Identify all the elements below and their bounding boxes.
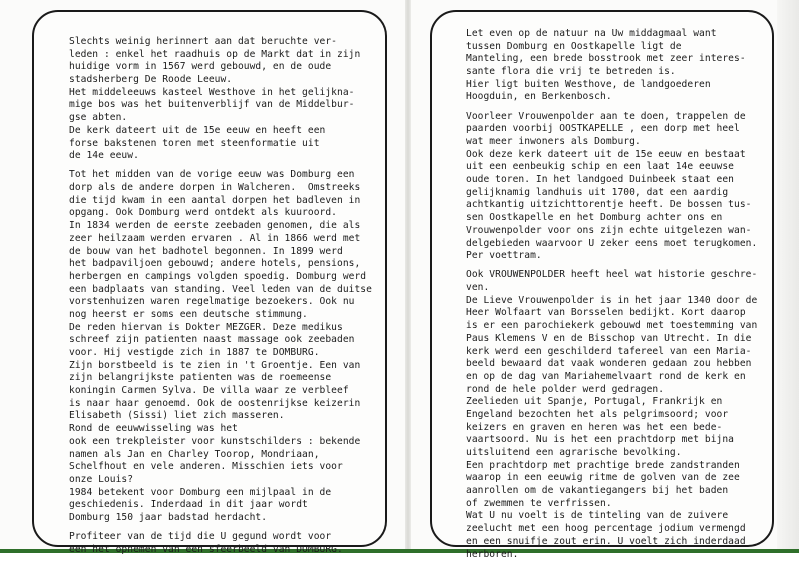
text-line: en een snuifje zout erin. U voelt zich inderdaad xyxy=(466,536,757,549)
text-line: aanrollen om de vakantiegangers bij het baden xyxy=(466,485,757,498)
text-line: herboren. xyxy=(466,549,757,561)
text-line: Ook VROUWENPOLDER heeft heel wat historie geschre- xyxy=(466,269,757,282)
text-line: is er een parochiekerk gebouwd met toestemming van xyxy=(466,320,757,333)
text-line: huidige vorm in 1567 werd gebouwd, en de oude xyxy=(69,61,372,74)
text-line: opgang. Ook Domburg werd ontdekt als kuuroord. xyxy=(69,207,372,220)
text-line: gse abten. xyxy=(69,112,372,125)
paragraph xyxy=(466,111,757,263)
text-line: Profiteer van de tijd die U gegund wordt voor xyxy=(69,531,372,544)
text-line: mige bos was het buitenverblijf van de Middelbur- xyxy=(69,99,372,112)
text-line: Vrouwenpolder voor ons zijn echte uitgelezen wan- xyxy=(466,225,757,238)
text-line: Voorleer Vrouwenpolder aan te doen, trappelen de xyxy=(466,111,757,124)
text-line: nog heerst er soms een deutsche stimmung. xyxy=(69,309,372,322)
paragraph xyxy=(466,28,757,104)
text-line: of zwemmen te verfrissen. xyxy=(466,498,757,511)
text-line: koningin Carmen Sylva. De villa waar ze verbleef xyxy=(69,385,372,398)
text-line: gelijknamig landhuis uit 1700, dat een aardig xyxy=(466,187,757,200)
text-line: Rond de eeuwwisseling was het xyxy=(69,423,372,436)
text-line: Let even op de natuur na Uw middagmaal want xyxy=(466,28,757,41)
text-line: en op de dag van Mariahemelvaart rond de kerk en xyxy=(466,371,757,384)
text-line: dorp als de andere dorpen in Walcheren. Omstreeks xyxy=(69,182,372,195)
text-line: Het middeleeuws kasteel Westhove in het gelijkna- xyxy=(69,87,372,100)
text-line: rond de hele polder werd gedragen. xyxy=(466,384,757,397)
text-line: een het opnemen van een sfeerbeeld van DOMBURG. xyxy=(69,544,372,557)
text-line: Engeland bezochten het als pelgrimsoord; voor xyxy=(466,409,757,422)
text-line: achtkantig uitzichttorentje heeft. De bossen tus- xyxy=(466,199,757,212)
text-line: voor. Hij vestigde zich in 1887 te DOMBURG. xyxy=(69,347,372,360)
text-line: Tot het midden van de vorige eeuw was Domburg een xyxy=(69,169,372,182)
text-line: sante flora die vrij te betreden is. xyxy=(466,66,757,79)
text-line: Wat U nu voelt is de tinteling van de zuivere xyxy=(466,510,757,523)
text-line: forse bakstenen toren met steenformatie uit xyxy=(69,138,372,151)
text-line: De Lieve Vrouwenpolder is in het jaar 1340 door de xyxy=(466,295,757,308)
text-line: zijn belangrijkste patienten was de roemeense xyxy=(69,372,372,385)
text-line: het badpaviljoen gebouwd; andere hotels, pensions, xyxy=(69,258,372,271)
text-line: vorstenhuizen waren regelmatige bezoekers. Ook nu xyxy=(69,296,372,309)
text-line: Ook deze kerk dateert uit de 15e eeuw en bestaat xyxy=(466,149,757,162)
text-line: Heer Wolfaart van Borsselen bedijkt. Kort daarop xyxy=(466,307,757,320)
text-line: Zeelieden uit Spanje, Portugal, Frankrijk en xyxy=(466,396,757,409)
text-line: geschiedenis. Inderdaad in dit jaar wordt xyxy=(69,499,372,512)
text-line: zeelucht met een hoog percentage jodium vermengd xyxy=(466,523,757,536)
paragraph xyxy=(69,169,372,524)
text-line: Elisabeth (Sissi) liet zich masseren. xyxy=(69,410,372,423)
text-line: ven. xyxy=(466,282,757,295)
paragraph xyxy=(69,36,372,163)
text-line: vaartsoord. Nu is het een prachtdorp met bijna xyxy=(466,434,757,447)
text-line: delgebieden waarvoor U zeker eens moet terugkomen. xyxy=(466,238,757,251)
text-line: Domburg 150 jaar badstad herdacht. xyxy=(69,512,372,525)
text-line: Een prachtdorp met prachtige brede zandstranden xyxy=(466,460,757,473)
text-line: keizers en graven en heren was het een bede- xyxy=(466,422,757,435)
text-line: zeer heilzaam werden ervaren . Al in 1866 werd met xyxy=(69,233,372,246)
text-line: Schelfhout en vele anderen. Misschien iets voor xyxy=(69,461,372,474)
text-line: herbergen en campings volgden spoedig. Domburg werd xyxy=(69,271,372,284)
text-line: Per voettram. xyxy=(466,250,757,263)
left-page-text xyxy=(69,36,372,557)
text-line: uit een eenbeukig schip en een laat 14e eeuwse xyxy=(466,161,757,174)
text-line: ook een trekpleister voor kunstschilders : bekende xyxy=(69,436,372,449)
text-line: uitsluitend een agrarische bevolking. xyxy=(466,447,757,460)
text-line: is naar haar genoemd. Ook de oostenrijkse keizerin xyxy=(69,398,372,411)
page-edge xyxy=(777,0,799,553)
text-line: leden : enkel het raadhuis op de Markt dat in zijn xyxy=(69,49,372,62)
text-line: namen als Jan en Charley Toorop, Mondriaan, xyxy=(69,449,372,462)
text-line: de 14e eeuw. xyxy=(69,150,372,163)
text-line: beeld bewaard dat vaak wonderen gedaan zou hebben xyxy=(466,358,757,371)
text-line: die tijd kwam in een aantal dorpen het badleven in xyxy=(69,195,372,208)
right-page-text xyxy=(466,28,757,561)
text-line: Paus Klemens V en de Bisschop van Utrecht. In die xyxy=(466,333,757,346)
text-line: oude toren. In het landgoed Duinbeek staat een xyxy=(466,174,757,187)
text-line: stadsherberg De Roode Leeuw. xyxy=(69,74,372,87)
text-line: paarden voorbij OOSTKAPELLE , een dorp met heel xyxy=(466,123,757,136)
text-line: Slechts weinig herinnert aan dat beruchte ver- xyxy=(69,36,372,49)
text-line: tussen Domburg en Oostkapelle ligt de xyxy=(466,41,757,54)
text-line: Hier ligt buiten Westhove, de landgoederen xyxy=(466,79,757,92)
text-line: 1984 betekent voor Domburg een mijlpaal in de xyxy=(69,487,372,500)
text-line: wat meer inwoners als Domburg. xyxy=(466,136,757,149)
paragraph xyxy=(466,269,757,561)
text-line: een badplaats van standing. Veel leden van de duitse xyxy=(69,284,372,297)
text-line: waarop in een eeuwig ritme de golven van de zee xyxy=(466,472,757,485)
text-line: In 1834 werden de eerste zeebaden genomen, die als xyxy=(69,220,372,233)
text-line: Zijn borstbeeld is te zien in 't Groentje. Een van xyxy=(69,360,372,373)
text-line: kerk werd een geschilderd tafereel van een Maria- xyxy=(466,346,757,359)
text-line: De kerk dateert uit de 15e eeuw en heeft een xyxy=(69,125,372,138)
text-line: schreef zijn patienten naast massage ook zeebaden xyxy=(69,334,372,347)
text-line: Manteling, een brede bosstrook met zeer interes- xyxy=(466,53,757,66)
text-line: Hoogduin, en Berkenbosch. xyxy=(466,91,757,104)
text-line: onze Louis? xyxy=(69,474,372,487)
page-fold xyxy=(405,0,411,553)
text-line: de bouw van het badhotel begonnen. In 1899 werd xyxy=(69,246,372,259)
text-line: De reden hiervan is Dokter MEZGER. Deze medikus xyxy=(69,322,372,335)
text-line: sen Oostkapelle en het Domburg achter ons en xyxy=(466,212,757,225)
